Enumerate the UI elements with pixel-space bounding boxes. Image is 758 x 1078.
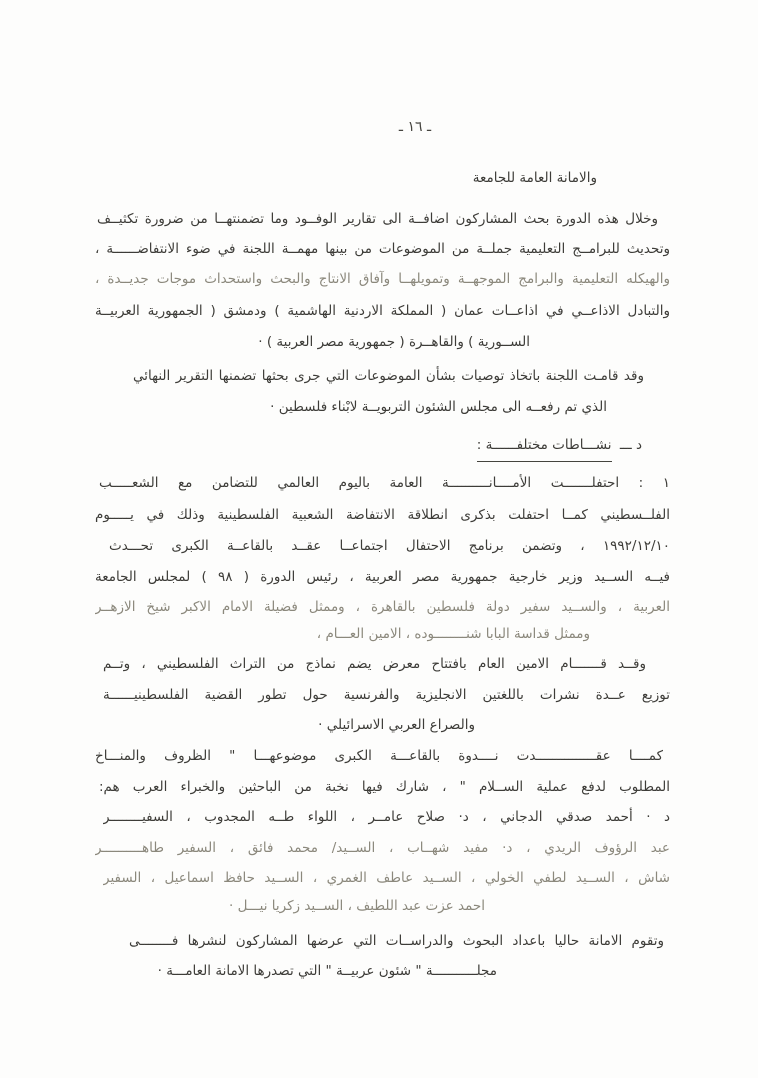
document-body: [95, 0, 670, 1078]
text-line: الذي تم رفعــه الى مجلس الشئون التربويــة لابْناء فلسطين ·: [270, 399, 607, 415]
text-line: العربية ، والســيد سفير دولة فلسطين بالقاهرة ، وممثل فضيلة الامام الاكبر شيخ الازهــر: [95, 599, 670, 615]
section-heading-various-activities: [477, 437, 642, 471]
text-line: احمد عزت عبد اللطيف ، الســيد زكريا نيـــل ·: [228, 898, 485, 914]
text-line: والهيكله التعليمية والبرامج الموجهــة وتمويلهــا وآفاق الانتاج والبحث واستحداث موجات جديــدة ،: [95, 271, 670, 287]
text-line: الفلــسطيني كمــا احتفلت بذكرى انطلاقة الانتفاضة الشعبية الفلسطينية وذلك في يـــــوم: [95, 507, 670, 523]
text-line: توزيع عــدة نشرات باللغتين الانجليزية والفرنسية حول تطور القضية الفلسطينيــــــة: [103, 687, 670, 703]
section-prefix: د ـــ: [619, 437, 642, 453]
text-line: فيــه الســيد وزير خارجية جمهورية مصر العربية ، رئيس الدورة ( ٩٨ ) لمجلس الجامعة: [95, 569, 670, 585]
text-line: عبد الرؤوف الريدي ، د· مفيد شهــاب ، الســيد/ محمد فائق ، السفير طاهــــــــــر: [95, 840, 670, 856]
text-line: المطلوب لدفع عملية الســلام " ، شارك فيها نخبة من الباحثين والخبراء العرب هم:: [99, 779, 670, 795]
text-line: وخلال هذه الدورة بحث المشاركون اضافــة الى تقارير الوفــود وما تضمنتهــا من ضرورة تكثيــف: [97, 211, 658, 227]
page-number: ـ ١٦ ـ: [398, 119, 432, 135]
text-line: ١ : احتفلـــــــت الأمــــانــــــــــة العامة باليوم العالمي للتضامن مع الشعـــــب: [99, 475, 670, 491]
text-line: وممثل قداسة البابا شنــــــــوده ، الامين العـــام ،: [316, 626, 590, 642]
text-line: الســورية ) والقاهــرة ( جمهورية مصر العربية ) ·: [258, 334, 530, 350]
text-line: مجلـــــــــــة " شئون عربيــة " التي تصدرها الامانة العامـــة ·: [157, 963, 497, 979]
text-line: وقــد قـــــــام الامين العام بافتتاح معرض يضم نماذج من التراث الفلسطيني ، وتــم: [103, 656, 646, 672]
text-line: والصراع العربي الاسرائيلي ·: [318, 717, 475, 733]
text-line: كمــــا عقـــــــــــــــدت نــــدوة بالقاعـــة الكبرى موضوعهـــا " الظروف والمنـــاخ: [95, 748, 663, 764]
text-line: وقد قامـت اللجنة باتخاذ توصيات بشأن الموضوعات التي جرى بحثها تضمنها التقرير النهائي: [133, 368, 644, 384]
text-line: ١٩٩٢/١٢/١٠ ، وتضمن برنامج الاحتفال اجتماعــا عقــد بالقاعــة الكبرى تحـــدث: [109, 538, 670, 554]
text-line: وتقوم الامانة حاليا باعداد البحوث والدراســات التي عرضها المشاركون لنشرها فــــــــى: [129, 933, 664, 949]
text-line: والتبادل الاذاعــي في اذاعــات عمان ( المملكة الاردنية الهاشمية ) ودمشق ( الجمهورية العربيــة: [95, 303, 670, 319]
opening-line: والامانة العامة للجامعة: [472, 170, 597, 186]
text-line: وتحديث للبرامــج التعليمية جملــة من الموضوعات من بينها مهمــة اللجنة في ضوء الانتفاضــــــة ،: [95, 241, 670, 257]
text-line: د · أحمد صدقي الدجاني ، د· صلاح عامــر ، اللواء طــه المجدوب ، السفيــــــــر: [103, 809, 670, 825]
section-title: نشـــاطات مختلفــــــة :: [477, 437, 612, 462]
text-line: شاش ، الســيد لطفي الخولي ، الســيد عاطف الغمري ، الســيد حافظ اسماعيل ، السفير: [103, 870, 670, 886]
